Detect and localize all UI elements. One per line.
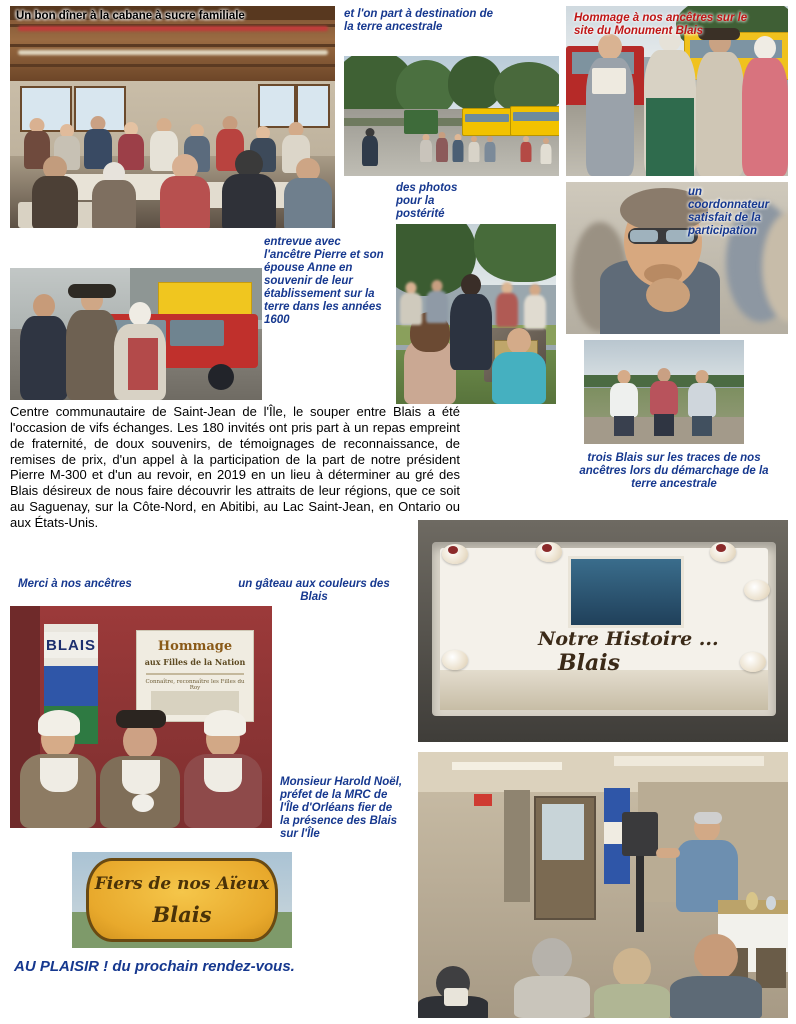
- caption-interview: entrevue avec l'ancêtre Pierre et son épouse Anne en souvenir de leur établissement sur la terre dans les années 1600: [264, 236, 384, 326]
- photo-costumed-group: [10, 606, 272, 828]
- sign-text-line2: Blais: [152, 902, 212, 927]
- photo-cake: [418, 520, 788, 742]
- caption-three-blais: trois Blais sur les traces de nos ancêtres lors du démarchage de la terre ancestrale: [579, 452, 769, 490]
- article-body: Centre communautaire de Saint-Jean de l'Île, le souper entre Blais a été l'occasion de vifs échanges. Les 180 invités ont pris part à un repas empreint de fraternité, de doux souvenirs, de témoignages de reconnaissance, de remises de prix, d'un appel à la participation de la part de notre président Pierre M-300 et d'un au revoir, en 2019 en un lieu à déterminer au gré des Blais désireux de nous faire découvrir les attraits de leur régions, que ce soit au Saguenay, sur la Côte-Nord, en Abitibi, au Lac Saint-Jean, en Ontario ou aux États-Unis.: [10, 404, 460, 531]
- photo-homage-monument: [566, 6, 788, 176]
- photo-interview-ancestors: [10, 268, 262, 400]
- photo-conference-speaker: [418, 752, 788, 1018]
- caption-cake: un gâteau aux couleurs des Blais: [238, 578, 390, 603]
- banner-hommage-title: Hommage: [157, 639, 233, 654]
- photo-three-blais: [584, 340, 744, 444]
- banner-blais: BLAIS: [44, 632, 98, 658]
- caption-departure: et l'on part à destination de la terre ancestrale: [344, 8, 494, 33]
- photo-coordinator: [566, 182, 788, 334]
- caption-prefet: Monsieur Harold Noël, préfet de la MRC de l'Île d'Orléans fier de la présence des Blais sur l'Île: [280, 776, 403, 840]
- cake-text-line1: Notre Histoire ...: [538, 628, 719, 650]
- photo-departure-buses: [344, 56, 559, 176]
- sign-text-line1: Fiers de nos Aïeux: [94, 874, 270, 894]
- closing-line: AU PLAISIR ! du prochain rendez-vous.: [14, 958, 295, 975]
- caption-photos-posterity: des photos pour la postérité: [396, 182, 458, 220]
- caption-sugar-shack: Un bon dîner à la cabane à sucre familiale: [16, 10, 245, 22]
- caption-thanks-ancestors: Merci à nos ancêtres: [18, 578, 132, 590]
- photo-group-monument: [396, 224, 556, 404]
- cake-text-line2: Blais: [558, 650, 620, 676]
- caption-homage: Hommage à nos ancêtres sur le site du Monument Blais: [574, 12, 748, 37]
- banner-hommage-subtitle: aux Filles de la Nation: [144, 657, 246, 667]
- caption-coordinator: un coordonnateur satisfait de la participation: [688, 186, 770, 237]
- photo-sign-fiers: [72, 852, 292, 948]
- banner-hommage-small: Connaître, reconnaître les Filles du Roy: [145, 679, 245, 691]
- photo-sugar-shack-interior: [10, 6, 335, 228]
